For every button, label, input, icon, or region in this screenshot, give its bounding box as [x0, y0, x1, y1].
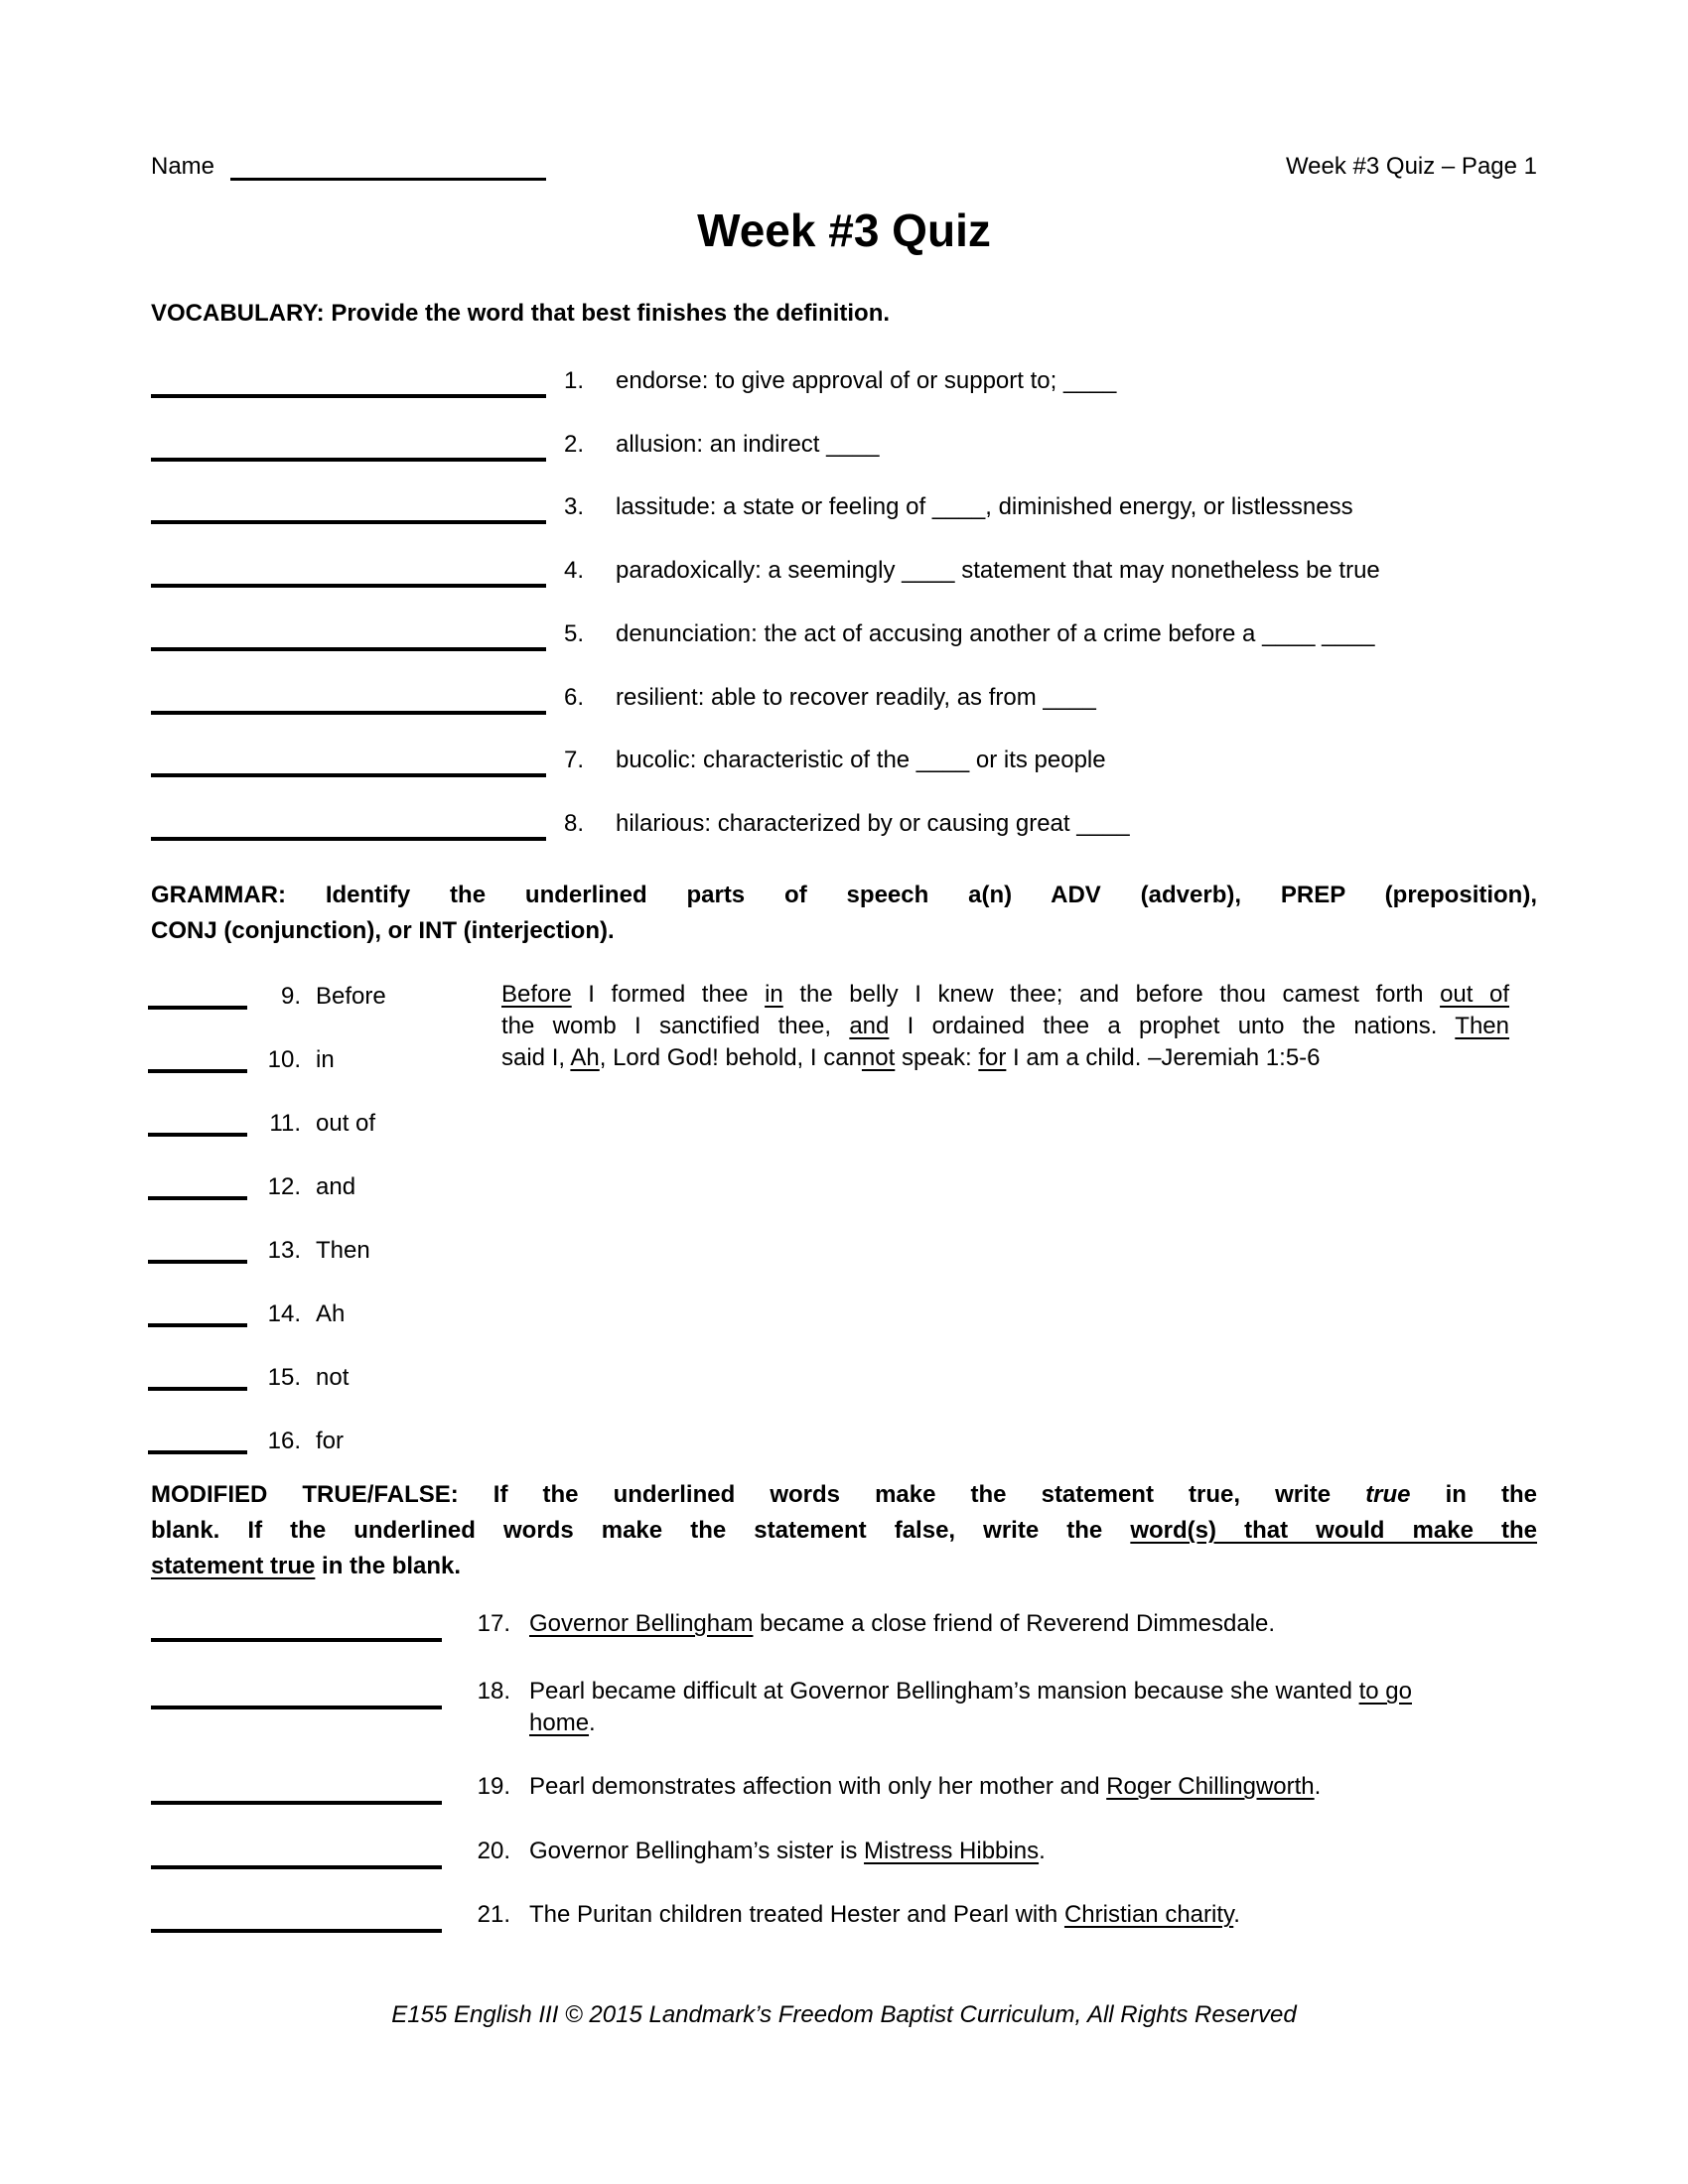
- answer-blank[interactable]: [148, 1387, 247, 1391]
- item-number: 19.: [477, 1773, 510, 1800]
- page-header: Week #3 Quiz – Page 1: [1285, 153, 1537, 180]
- answer-blank[interactable]: [151, 458, 546, 462]
- item-number: 10.: [267, 1046, 301, 1073]
- item-text: lassitude: a state or feeling of ____, diminished energy, or listlessness: [616, 493, 1353, 520]
- item-text: Pearl became difficult at Governor Bellingham’s mansion because she wanted to go home.: [529, 1678, 1412, 1736]
- item-word: Before: [316, 983, 386, 1010]
- item-word: Ah: [316, 1300, 346, 1327]
- passage-line: Before I formed thee in the belly I knew thee; and before thou camest forth out of: [501, 981, 1510, 1008]
- item-number: 4.: [564, 557, 585, 584]
- answer-blank[interactable]: [148, 1450, 247, 1454]
- item-number: 5.: [564, 620, 585, 647]
- quiz-title: Week #3 Quiz: [697, 205, 991, 256]
- name-label: Name: [151, 153, 215, 180]
- footer-copyright: E155 English III © 2015 Landmark’s Freedom Baptist Curriculum, All Rights Reserved: [391, 2001, 1297, 2028]
- answer-blank[interactable]: [151, 1706, 442, 1709]
- item-number: 12.: [267, 1173, 301, 1200]
- item-word: for: [316, 1428, 345, 1454]
- item-text: The Puritan children treated Hester and Pearl with Christian charity.: [529, 1901, 1240, 1928]
- item-number: 21.: [477, 1901, 510, 1928]
- item-word: in: [316, 1046, 335, 1073]
- item-number: 7.: [564, 747, 585, 773]
- item-number: 8.: [564, 810, 585, 837]
- grammar-heading-line2: CONJ (conjunction), or INT (interjection).: [151, 917, 615, 944]
- item-word: and: [316, 1173, 356, 1200]
- item-word: not: [316, 1364, 350, 1391]
- answer-blank[interactable]: [148, 1323, 247, 1327]
- item-number: 18.: [477, 1678, 510, 1705]
- answer-blank[interactable]: [151, 773, 546, 777]
- item-number: 2.: [564, 431, 585, 458]
- answer-blank[interactable]: [148, 1069, 247, 1073]
- item-text: Governor Bellingham became a close friend of Reverend Dimmesdale.: [529, 1610, 1276, 1637]
- answer-blank[interactable]: [151, 711, 546, 715]
- tf-heading-line1: MODIFIED TRUE/FALSE: If the underlined words make the statement true, write true in the: [151, 1481, 1537, 1508]
- answer-blank[interactable]: [151, 584, 546, 588]
- grammar-heading: [151, 878, 1537, 949]
- answer-blank[interactable]: [151, 1801, 442, 1805]
- item-number: 13.: [267, 1237, 301, 1264]
- item-number: 9.: [280, 983, 301, 1010]
- item-text: Governor Bellingham’s sister is Mistress Hibbins.: [529, 1838, 1046, 1864]
- answer-blank[interactable]: [151, 1865, 442, 1869]
- item-text: hilarious: characterized by or causing great ____: [616, 810, 1130, 837]
- scripture-passage: [501, 979, 1509, 1074]
- item-number: 1.: [564, 367, 585, 394]
- vocabulary-heading: VOCABULARY: Provide the word that best finishes the definition.: [151, 300, 891, 327]
- item-text: resilient: able to recover readily, as from ____: [616, 684, 1096, 711]
- answer-blank[interactable]: [151, 520, 546, 524]
- item-number: 14.: [267, 1300, 301, 1327]
- item-text: endorse: to give approval of or support to; ____: [616, 367, 1117, 394]
- answer-blank[interactable]: [148, 1196, 247, 1200]
- answer-blank[interactable]: [151, 837, 546, 841]
- grammar-heading-line1: GRAMMAR: Identify the underlined parts of speech a(n) ADV (adverb), PREP (preposition),: [151, 882, 1537, 908]
- tf-heading: [151, 1477, 1537, 1584]
- answer-blank[interactable]: [148, 1260, 247, 1264]
- answer-blank[interactable]: [148, 1133, 247, 1137]
- passage-line: the womb I sanctified thee, and I ordained thee a prophet unto the nations. Then: [501, 1013, 1509, 1039]
- item-text: Pearl demonstrates affection with only her mother and Roger Chillingworth.: [529, 1773, 1322, 1800]
- answer-blank[interactable]: [151, 394, 546, 398]
- item-number: 11.: [269, 1110, 301, 1137]
- item-text: paradoxically: a seemingly ____ statement that may nonetheless be true: [616, 557, 1380, 584]
- tf-heading-line2: blank. If the underlined words make the statement false, write the word(s) that would make the: [151, 1517, 1538, 1544]
- item-number: 3.: [564, 493, 585, 520]
- answer-blank[interactable]: [148, 1006, 247, 1010]
- item-number: 16.: [267, 1428, 301, 1454]
- answer-blank[interactable]: [151, 1929, 442, 1933]
- tf-heading-line3: statement true in the blank.: [151, 1553, 462, 1579]
- item-number: 17.: [477, 1610, 510, 1637]
- answer-blank[interactable]: [151, 1638, 442, 1642]
- item-text: allusion: an indirect ____: [616, 431, 880, 458]
- item-word: out of: [316, 1110, 376, 1137]
- answer-blank[interactable]: [151, 647, 546, 651]
- item-word: Then: [316, 1237, 370, 1264]
- item-number: 15.: [267, 1364, 301, 1391]
- item-number: 20.: [477, 1838, 510, 1864]
- passage-line: said I, Ah, Lord God! behold, I cannot speak: for I am a child. –Jeremiah 1:5-6: [501, 1044, 1321, 1071]
- item-text: denunciation: the act of accusing another of a crime before a ____ ____: [616, 620, 1375, 647]
- item-text: bucolic: characteristic of the ____ or its people: [616, 747, 1106, 773]
- name-blank[interactable]: [230, 153, 546, 181]
- item-number: 6.: [564, 684, 585, 711]
